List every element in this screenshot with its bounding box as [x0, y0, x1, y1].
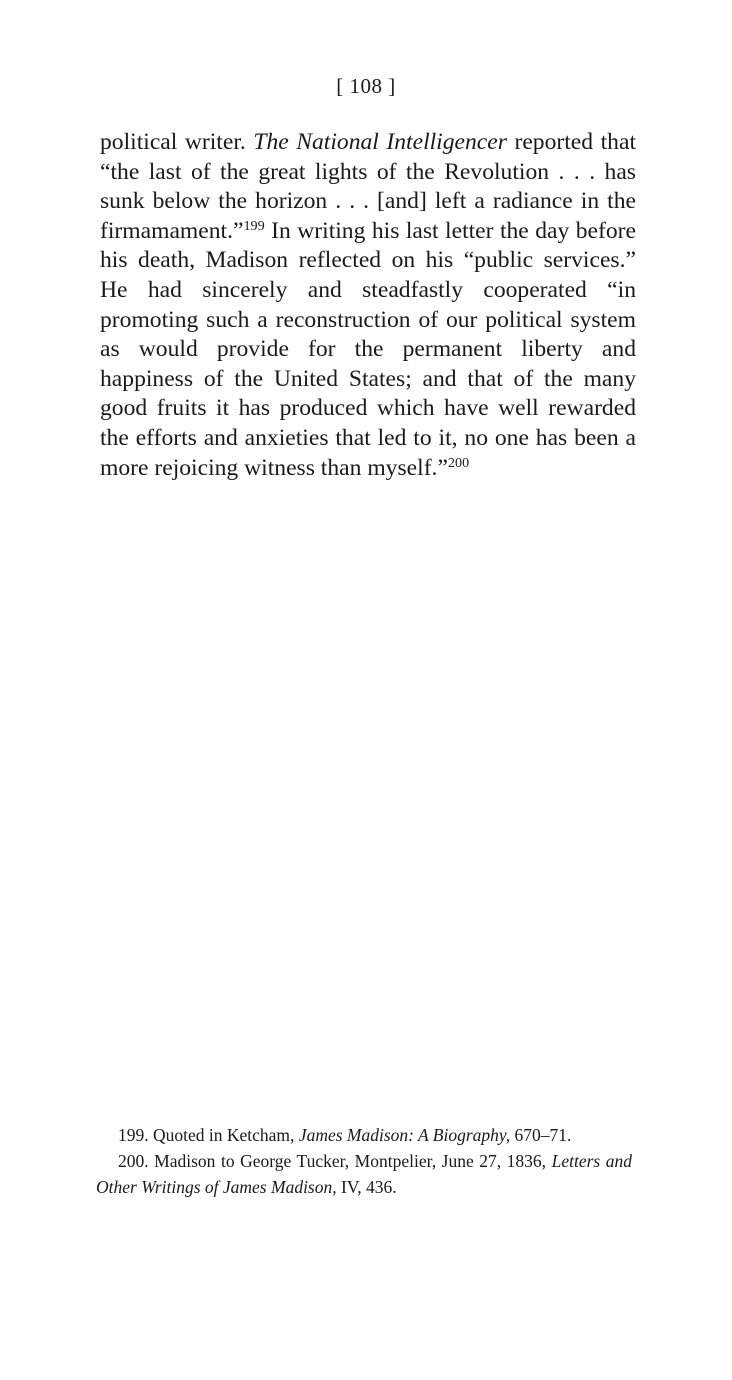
- footnote-text: IV, 436.: [336, 1177, 397, 1197]
- footnote-text: 199. Quoted in Ketcham,: [118, 1125, 299, 1145]
- body-text-segment: political writer.: [100, 129, 254, 155]
- body-paragraph: [100, 128, 636, 483]
- page-number: [ 108 ]: [336, 74, 396, 98]
- body-text-segment: In writing his last letter the day before his death, Madison reflected on his “public services.” He had sincerely and steadfastly cooperated “in promoting such a reconstruction of our political system as would provide for the permanent liberty and happiness of the United States; and that of the many good fruits it has produced which have well rewarded the efforts and anxieties that led to it, no one has been a more rejoicing witness than myself.”: [100, 217, 636, 481]
- newspaper-title: The National Intelligencer: [253, 129, 507, 155]
- footnote-reference: 200: [447, 454, 470, 471]
- footnote-200: [96, 1148, 632, 1200]
- body-text-segment: reported that “the last of the great lights of the Revolution . . . has sunk below the horizon . . . [and] left a radiance in the firmamament.”: [100, 129, 636, 244]
- footnote-text: 670–71.: [510, 1125, 572, 1145]
- footnote-book-title: James Madison: A Biography,: [298, 1125, 511, 1145]
- footnote-reference: 199: [243, 218, 265, 234]
- footnote-199: [96, 1122, 632, 1148]
- footnote-text: 200. Madison to George Tucker, Montpelier, June 27, 1836,: [118, 1151, 552, 1171]
- footnotes: [96, 1122, 632, 1200]
- footnote-book-title: Letters and Other Writings of James Madison,: [96, 1151, 632, 1197]
